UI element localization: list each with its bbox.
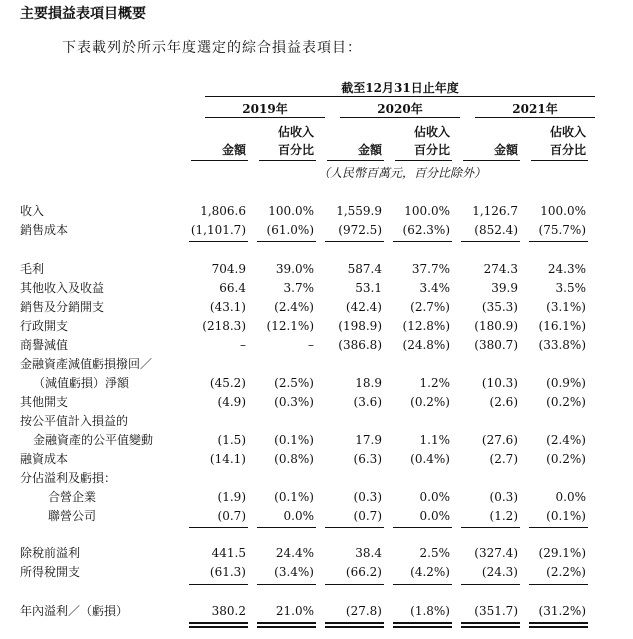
row-value: (29.1%) <box>538 546 586 560</box>
row-value: 3.5% <box>555 281 586 295</box>
row-value: (33.8%) <box>538 338 586 352</box>
total-rule <box>325 584 384 585</box>
subheader-rule <box>531 160 588 161</box>
row-value: 100.0% <box>268 204 314 218</box>
total-double-rule <box>257 626 316 628</box>
row-value: (1.2) <box>489 509 518 523</box>
row-value: (0.1%) <box>274 433 314 447</box>
row-value: 39.9 <box>491 281 518 295</box>
col-pct-header-line1: 佔收入 <box>413 125 450 139</box>
row-label: 其他收入及收益 <box>20 281 105 295</box>
total-rule <box>529 527 588 528</box>
col-amount-header: 金額 <box>357 143 382 157</box>
row-value: (0.3%) <box>274 395 314 409</box>
row-label: 銷售及分銷開支 <box>20 300 105 314</box>
row-value: (2.5%) <box>274 376 314 390</box>
total-rule <box>257 622 316 624</box>
col-pct-header-line2: 百分比 <box>277 143 314 157</box>
row-value: (2.4%) <box>274 300 314 314</box>
row-value: (198.9) <box>338 319 382 333</box>
total-rule <box>325 622 384 624</box>
row-value: (43.1) <box>209 300 246 314</box>
row-value: (380.7) <box>474 338 518 352</box>
total-double-rule <box>393 626 452 628</box>
col-amount-header: 金額 <box>493 143 518 157</box>
row-value: 3.7% <box>283 281 314 295</box>
row-value: 1.1% <box>419 433 450 447</box>
row-label: 除稅前溢利 <box>20 546 81 560</box>
row-value: (10.3) <box>481 376 518 390</box>
period-rule <box>205 96 595 97</box>
row-value: 18.9 <box>355 376 382 390</box>
row-label: 金融資產的公平值變動 <box>33 433 154 447</box>
total-rule <box>529 241 588 242</box>
unit-note: （人民幣百萬元，百分比除外） <box>318 166 487 180</box>
year-2020: 2020年 <box>377 102 423 116</box>
total-rule <box>529 584 588 585</box>
row-value: (12.1%) <box>266 319 314 333</box>
row-value: (218.3) <box>202 319 246 333</box>
total-rule <box>325 527 384 528</box>
total-rule <box>461 622 520 624</box>
row-label: 行政開支 <box>20 319 69 333</box>
row-value: (1.8%) <box>410 604 450 618</box>
row-value: 66.4 <box>219 281 246 295</box>
row-value: (31.2%) <box>538 604 586 618</box>
row-value: 3.4% <box>419 281 450 295</box>
row-label: 按公平值計入損益的 <box>20 414 129 428</box>
row-value: (4.9) <box>217 395 246 409</box>
row-value: (180.9) <box>474 319 518 333</box>
col-pct-header-line2: 百分比 <box>549 143 586 157</box>
row-value: 0.0% <box>555 490 586 504</box>
row-value: (75.7%) <box>538 223 586 237</box>
total-double-rule <box>325 626 384 628</box>
row-value: 587.4 <box>347 262 382 276</box>
total-rule <box>257 241 316 242</box>
row-value: 21.0% <box>275 604 314 618</box>
row-value: (0.7) <box>353 509 382 523</box>
total-rule <box>461 584 520 585</box>
col-amount-header: 金額 <box>221 143 246 157</box>
total-rule <box>393 622 452 624</box>
row-value: – <box>240 338 246 352</box>
row-value: (12.8%) <box>402 319 450 333</box>
total-rule <box>461 527 520 528</box>
row-value: (24.3) <box>481 565 518 579</box>
total-rule <box>189 241 248 242</box>
row-value: (2.6) <box>489 395 518 409</box>
row-label: 所得稅開支 <box>20 565 81 579</box>
row-value: (42.4) <box>345 300 382 314</box>
row-label: 合營企業 <box>48 490 97 504</box>
row-value: 274.3 <box>483 262 518 276</box>
year-2021: 2021年 <box>512 102 558 116</box>
row-value: – <box>308 338 314 352</box>
total-rule <box>393 527 452 528</box>
total-rule <box>393 584 452 585</box>
row-value: 380.2 <box>211 604 246 618</box>
total-double-rule <box>189 626 248 628</box>
row-value: (2.7) <box>489 452 518 466</box>
row-value: (6.3) <box>353 452 382 466</box>
row-value: (3.1%) <box>546 300 586 314</box>
row-value: (0.2%) <box>546 452 586 466</box>
row-value: (66.2) <box>345 565 382 579</box>
row-value: 1,126.7 <box>472 204 518 218</box>
row-value: (1.9) <box>217 490 246 504</box>
row-value: (2.7%) <box>410 300 450 314</box>
total-rule <box>257 527 316 528</box>
year-2019-rule <box>205 117 325 118</box>
row-value: (0.4%) <box>410 452 450 466</box>
total-rule <box>189 584 248 585</box>
row-label: 收入 <box>20 204 45 218</box>
row-value: 24.3% <box>547 262 586 276</box>
col-pct-header-line2: 百分比 <box>413 143 450 157</box>
row-value: (16.1%) <box>538 319 586 333</box>
row-label: 金融資產減值虧損撥回／ <box>20 357 153 371</box>
row-value: 39.0% <box>275 262 314 276</box>
row-value: (14.1) <box>209 452 246 466</box>
col-pct-header-line1: 佔收入 <box>277 125 314 139</box>
row-value: 0.0% <box>419 509 450 523</box>
row-value: (35.3) <box>481 300 518 314</box>
row-value: (3.6) <box>353 395 382 409</box>
row-value: 37.7% <box>411 262 450 276</box>
row-value: 1,559.9 <box>336 204 382 218</box>
row-value: (0.2%) <box>546 395 586 409</box>
row-value: (27.6) <box>481 433 518 447</box>
row-value: (3.4%) <box>274 565 314 579</box>
total-double-rule <box>529 626 588 628</box>
row-label: 商譽減值 <box>20 338 69 352</box>
row-value: 704.9 <box>211 262 246 276</box>
total-double-rule <box>461 626 520 628</box>
row-value: (1.5) <box>217 433 246 447</box>
row-value: 100.0% <box>540 204 586 218</box>
subheader-rule <box>395 160 452 161</box>
row-value: 441.5 <box>211 546 246 560</box>
row-value: (0.7) <box>217 509 246 523</box>
row-value: (0.9%) <box>546 376 586 390</box>
row-value: 100.0% <box>404 204 450 218</box>
row-value: (0.2%) <box>410 395 450 409</box>
row-value: (1,101.7) <box>190 223 246 237</box>
intro-text: 下表載列於所示年度選定的綜合損益表項目： <box>62 40 362 56</box>
row-value: (61.3) <box>209 565 246 579</box>
row-label: 毛利 <box>20 262 45 276</box>
total-rule <box>461 241 520 242</box>
year-2020-rule <box>340 117 460 118</box>
row-value: (4.2%) <box>410 565 450 579</box>
row-value: (27.8) <box>345 604 382 618</box>
row-value: 17.9 <box>355 433 382 447</box>
row-value: 0.0% <box>283 509 314 523</box>
row-value: (0.1%) <box>274 490 314 504</box>
year-2021-rule <box>475 117 595 118</box>
total-rule <box>393 241 452 242</box>
row-value: 24.4% <box>275 546 314 560</box>
year-2019: 2019年 <box>242 102 288 116</box>
row-value: 2.5% <box>419 546 450 560</box>
row-value: (852.4) <box>474 223 518 237</box>
row-label: 聯營公司 <box>48 509 97 523</box>
section-title: 主要損益表項目概要 <box>20 6 146 22</box>
subheader-rule <box>463 160 520 161</box>
row-value: (0.3) <box>489 490 518 504</box>
row-value: (327.4) <box>474 546 518 560</box>
row-value: 1.2% <box>419 376 450 390</box>
row-value: (61.0%) <box>266 223 314 237</box>
total-rule <box>325 241 384 242</box>
total-rule <box>257 584 316 585</box>
subheader-rule <box>327 160 384 161</box>
total-rule <box>189 622 248 624</box>
row-value: (62.3%) <box>402 223 450 237</box>
row-value: 1,806.6 <box>200 204 246 218</box>
row-value: 38.4 <box>355 546 382 560</box>
row-label: 其他開支 <box>20 395 69 409</box>
total-rule <box>529 622 588 624</box>
row-label: （減值虧損）淨額 <box>33 376 130 390</box>
row-value: (351.7) <box>474 604 518 618</box>
subheader-rule <box>191 160 248 161</box>
col-pct-header-line1: 佔收入 <box>549 125 586 139</box>
row-value: (0.8%) <box>274 452 314 466</box>
row-value: (0.1%) <box>546 509 586 523</box>
row-value: 0.0% <box>419 490 450 504</box>
row-value: (45.2) <box>209 376 246 390</box>
period-header: 截至12月31日止年度 <box>341 81 459 95</box>
row-label: 年內溢利／（虧損） <box>20 604 129 618</box>
row-value: 53.1 <box>355 281 382 295</box>
row-value: (0.3) <box>353 490 382 504</box>
row-value: (972.5) <box>338 223 382 237</box>
subheader-rule <box>259 160 316 161</box>
row-value: (2.2%) <box>546 565 586 579</box>
row-value: (24.8%) <box>402 338 450 352</box>
row-value: (386.8) <box>338 338 382 352</box>
row-label: 銷售成本 <box>20 223 69 237</box>
row-value: (2.4%) <box>546 433 586 447</box>
row-label: 融資成本 <box>20 452 69 466</box>
total-rule <box>189 527 248 528</box>
row-label: 分佔溢利及虧損： <box>20 471 117 485</box>
